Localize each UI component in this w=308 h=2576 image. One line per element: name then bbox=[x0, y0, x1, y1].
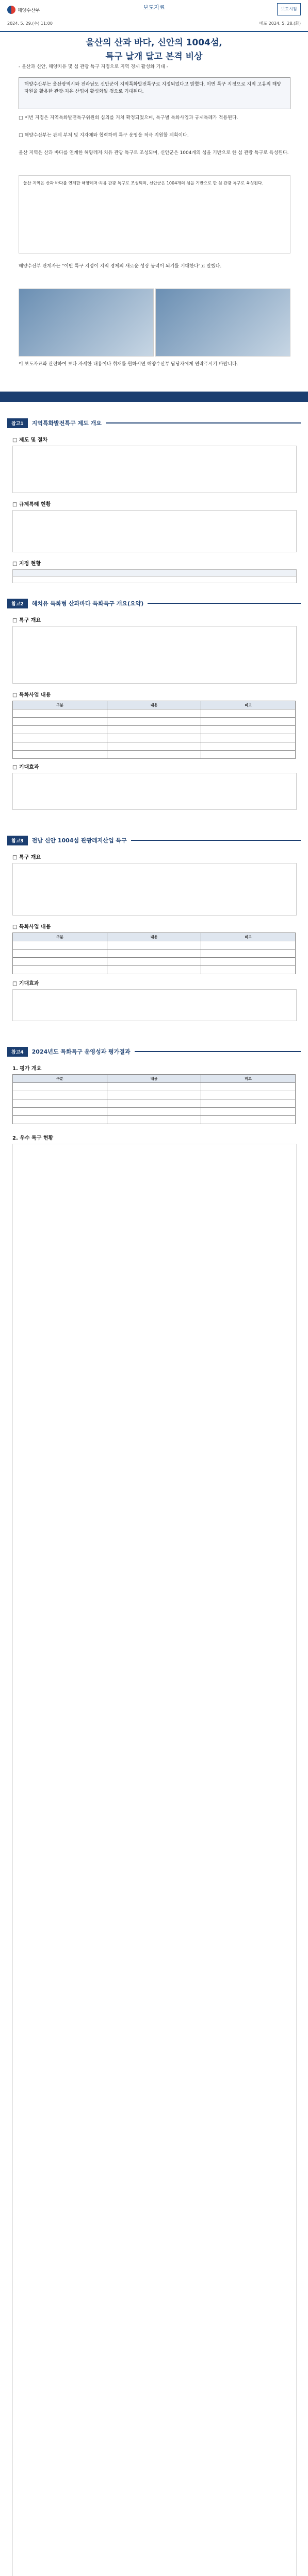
table-row bbox=[13, 1099, 296, 1108]
table-row bbox=[13, 1108, 296, 1116]
table-header: 내용 bbox=[107, 701, 201, 709]
release-box: 보도시점 bbox=[277, 3, 301, 15]
status-row bbox=[12, 569, 297, 577]
text-block-a-content: 울산 지역은 산과 바다를 연계한 해양레저·치유 관광 특구로 조성되며, 신안군은 1004개의 섬을 기반으로 한 섬 관광 특구로 육성된다. bbox=[23, 181, 264, 185]
table-row bbox=[13, 958, 296, 966]
program-table bbox=[12, 933, 296, 974]
table-row bbox=[13, 966, 296, 974]
section-title: 지역특화발전특구 제도 개요 bbox=[31, 420, 102, 427]
document-header bbox=[0, 0, 308, 32]
body-paragraph-2: □ 이번 지정은 지역특화발전특구위원회 심의를 거쳐 확정되었으며, 특구별 특화사업과 규제특례가 적용된다. bbox=[19, 115, 238, 121]
overview-box bbox=[12, 626, 297, 684]
effect-box bbox=[12, 989, 297, 1021]
effect-box bbox=[12, 773, 297, 810]
program-table bbox=[12, 701, 296, 759]
section-title: 해치유 특화형 산과바다 특화특구 개요(요약) bbox=[31, 600, 144, 607]
table-header: 내용 bbox=[107, 1075, 201, 1083]
body-paragraph-5: 해양수산부 관계자는 "이번 특구 지정이 지역 경제의 새로운 성장 동력이 되기를 기대한다"고 말했다. bbox=[19, 264, 222, 269]
summary-text: 해양수산부는 울산광역시와 전라남도 신안군이 지역특화발전특구로 지정되었다고 밝혔다. 이번 특구 지정으로 지역 고유의 해양 자원을 활용한 관광·치유 산업이 활성화될 것으로 기대된다. bbox=[24, 82, 281, 94]
sub-heading: □ 특구 개요 bbox=[12, 855, 41, 860]
overview-box bbox=[12, 863, 297, 916]
table-header: 구분 bbox=[13, 701, 107, 709]
table-row bbox=[13, 1116, 296, 1124]
table-row bbox=[13, 734, 296, 742]
section-rule bbox=[135, 1051, 301, 1052]
body-paragraph-4: 울산 지역은 산과 바다를 연계한 해양레저·치유 관광 특구로 조성되며, 신안군은 1004개의 섬을 기반으로 한 섬 관광 특구로 육성된다. bbox=[19, 150, 289, 156]
body-paragraph-3: □ 해양수산부는 관계 부처 및 지자체와 협력하여 특구 운영을 적극 지원할 계획이다. bbox=[19, 133, 189, 138]
table-row bbox=[13, 751, 296, 759]
summary-box bbox=[19, 77, 290, 109]
table-header: 비고 bbox=[201, 933, 296, 941]
table-row bbox=[13, 950, 296, 958]
photo-ulsan bbox=[19, 289, 154, 357]
release-meta bbox=[7, 21, 301, 26]
table-header: 내용 bbox=[107, 933, 201, 941]
headline-line-1: 울산의 산과 바다, 신안의 1004섬, bbox=[86, 38, 222, 48]
sub-heading: □ 기대효과 bbox=[12, 765, 39, 770]
section-ref-1 bbox=[7, 417, 301, 429]
section-ref-2 bbox=[7, 598, 301, 609]
sub-heading: □ 특화사업 내용 bbox=[12, 692, 51, 698]
contact-bar bbox=[0, 392, 308, 402]
table-row bbox=[13, 709, 296, 718]
sub-heading: □ 제도 및 절차 bbox=[12, 437, 48, 443]
table-row bbox=[13, 941, 296, 950]
section-tag: 참고2 bbox=[7, 599, 28, 608]
lead-summary: - 울산과 신안, 해양치유 및 섬 관광 특구 지정으로 지역 경제 활성화 기대 - bbox=[19, 64, 168, 70]
sub-heading: □ 기대효과 bbox=[12, 981, 39, 987]
table-row bbox=[13, 718, 296, 726]
evaluation-table bbox=[12, 1074, 296, 1124]
table-row bbox=[13, 742, 296, 751]
table-row bbox=[13, 726, 296, 734]
closing-note: 이 보도자료와 관련하여 보다 자세한 내용이나 취재를 원하시면 해양수산부 담당자에게 연락주시기 바랍니다. bbox=[19, 362, 238, 367]
section-title: 전남 신안 1004섬 관광레저산업 특구 bbox=[31, 837, 127, 844]
section-ref-3 bbox=[7, 835, 301, 846]
section-rule bbox=[106, 422, 301, 423]
sub-heading: □ 규제특례 현황 bbox=[12, 502, 51, 507]
photo-sinan bbox=[155, 289, 290, 357]
sub-heading: □ 특화사업 내용 bbox=[12, 924, 51, 930]
release-time: 2024. 5. 29.(수) 11:00 bbox=[7, 21, 53, 26]
section-tag: 참고4 bbox=[7, 1047, 28, 1057]
section-ref-4 bbox=[7, 1046, 301, 1057]
text-block-a bbox=[19, 175, 290, 253]
section-rule bbox=[131, 840, 301, 841]
distribution-time: 배포 2024. 5. 28.(화) bbox=[259, 21, 301, 26]
headline bbox=[15, 35, 293, 60]
sub-heading: 2. 우수 특구 현황 bbox=[12, 1136, 54, 1141]
regulation-box bbox=[12, 510, 297, 552]
section-title: 2024년도 특화특구 운영성과 평가결과 bbox=[31, 1048, 131, 1055]
table-header: 구분 bbox=[13, 1075, 107, 1083]
status-row bbox=[12, 576, 297, 583]
sub-heading: □ 지정 현황 bbox=[12, 561, 41, 567]
section-rule bbox=[148, 603, 301, 604]
procedure-box bbox=[12, 446, 297, 493]
results-list bbox=[12, 1144, 297, 2576]
sub-heading: 1. 평가 개요 bbox=[12, 1066, 42, 1072]
doc-type: 보도자료 bbox=[143, 4, 165, 11]
headline-line-2: 특구 날개 달고 본격 비상 bbox=[105, 52, 203, 62]
table-header: 구분 bbox=[13, 933, 107, 941]
table-row bbox=[13, 1091, 296, 1099]
table-header: 비고 bbox=[201, 701, 296, 709]
table-header: 비고 bbox=[201, 1075, 296, 1083]
sub-heading: □ 특구 개요 bbox=[12, 618, 41, 623]
table-row bbox=[13, 1083, 296, 1091]
ministry-name: 해양수산부 bbox=[18, 8, 40, 13]
section-tag: 참고1 bbox=[7, 418, 28, 428]
section-tag: 참고3 bbox=[7, 836, 28, 845]
